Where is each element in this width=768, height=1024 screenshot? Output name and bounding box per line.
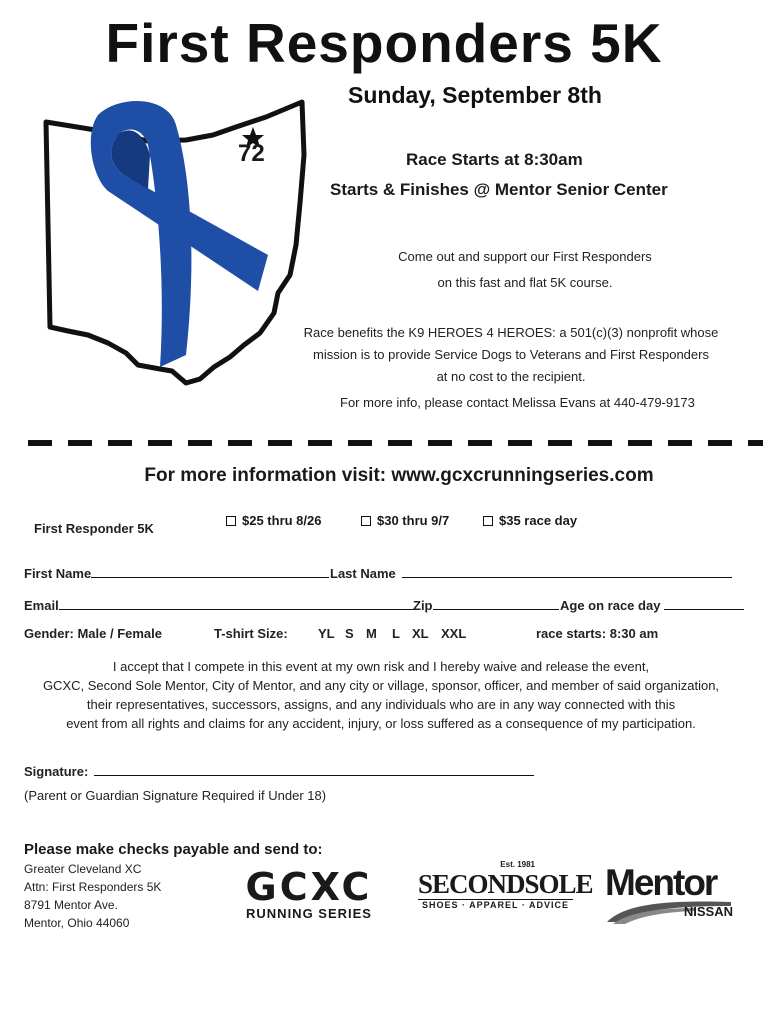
info-link[interactable]: For more information visit: www.gcxcrunningseries.com bbox=[144, 465, 654, 486]
contact-text: For more info, please contact Melissa Evans at 440-479-9173 bbox=[340, 395, 695, 410]
ohio-state-map-icon bbox=[38, 95, 310, 387]
second-sole-logo: Est. 1981 SECONDSOLE SHOES · APPAREL · ADVICE bbox=[418, 860, 593, 910]
cut-line-divider bbox=[28, 440, 763, 446]
benefit-text: Race benefits the K9 HEROES 4 HEROES: a 501(c)(3) nonprofit whose mission is to provide Service Dogs to Veterans and First Responders at no cost to the recipient. bbox=[303, 325, 719, 384]
signature-field[interactable]: Signature: bbox=[24, 763, 534, 779]
race-start-time: Race Starts at 8:30am bbox=[406, 150, 583, 169]
size-s[interactable]: S bbox=[345, 626, 354, 641]
waiver-text: I accept that I compete in this event at my own risk and I hereby waive and release the event, GCXC, Second Sole Mentor, City of Mentor, and any city or village, sponsor, officer, and member of said organization, their representatives, successors, assigns, and any individuals who are in any way connected with this event from all rights and claims for any accident, injury, or loss suffered as a consequence of my participation. bbox=[42, 659, 720, 731]
gender-field[interactable]: Gender: Male / Female bbox=[24, 626, 162, 641]
first-name-field[interactable]: First Name bbox=[24, 565, 329, 581]
size-m[interactable]: M bbox=[366, 626, 377, 641]
age-field[interactable]: Age on race day bbox=[560, 597, 744, 613]
payment-heading: Please make checks payable and send to: bbox=[24, 841, 323, 858]
email-field[interactable]: Email bbox=[24, 597, 414, 613]
size-xl[interactable]: XL bbox=[412, 626, 429, 641]
size-xxl[interactable]: XXL bbox=[441, 626, 467, 641]
mailing-address: Greater Cleveland XC Attn: First Responders 5K 8791 Mentor Ave. Mentor, Ohio 44060 bbox=[24, 862, 162, 930]
price-option-early[interactable]: $25 thru 8/26 bbox=[226, 513, 322, 528]
race-location: Starts & Finishes @ Mentor Senior Center bbox=[330, 180, 668, 199]
size-yl[interactable]: YL bbox=[318, 626, 335, 641]
size-l[interactable]: L bbox=[392, 626, 400, 641]
checkbox-icon bbox=[483, 516, 493, 526]
checkbox-icon bbox=[226, 516, 236, 526]
route-number: 72 bbox=[238, 140, 265, 167]
price-option-race-day[interactable]: $35 race day bbox=[483, 513, 577, 528]
tshirt-label: T-shirt Size: bbox=[214, 626, 288, 641]
mentor-nissan-logo: Mentor NISSAN bbox=[605, 864, 733, 915]
zip-field[interactable]: Zip bbox=[413, 597, 559, 613]
event-label: First Responder 5K bbox=[34, 521, 154, 536]
event-title: First Responders 5K bbox=[105, 12, 663, 74]
gcxc-logo: GCXC RUNNING SERIES bbox=[245, 865, 373, 921]
race-starts-note: race starts: 8:30 am bbox=[536, 626, 659, 641]
signature-note: (Parent or Guardian Signature Required if Under 18) bbox=[24, 788, 327, 803]
price-option-late[interactable]: $30 thru 9/7 bbox=[361, 513, 449, 528]
event-date: Sunday, September 8th bbox=[348, 82, 602, 108]
support-text: Come out and support our First Responders on this fast and flat 5K course. bbox=[398, 249, 652, 290]
checkbox-icon bbox=[361, 516, 371, 526]
last-name-field[interactable]: Last Name bbox=[330, 565, 732, 581]
